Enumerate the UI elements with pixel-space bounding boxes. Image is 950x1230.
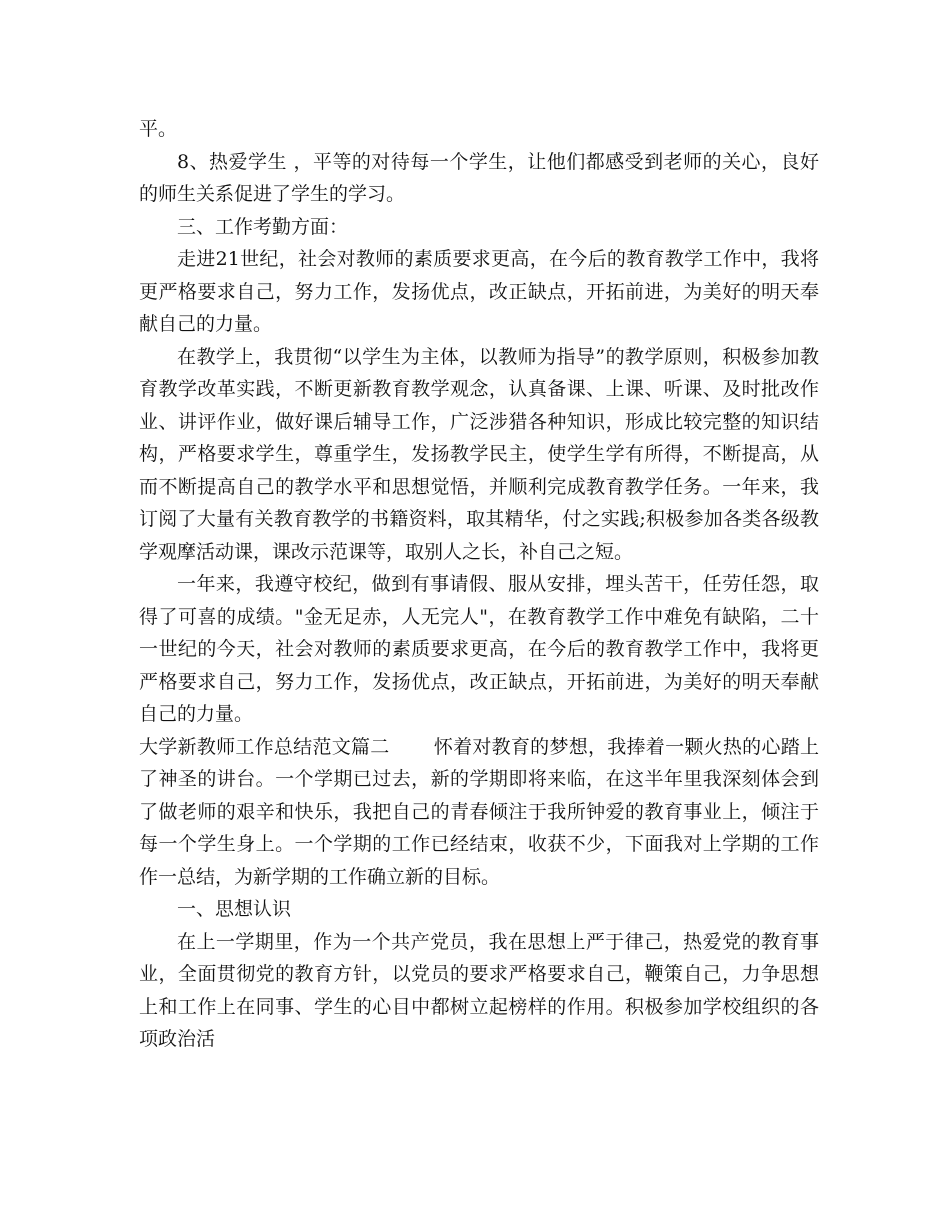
heading-attendance: 三、工作考勤方面：	[177, 215, 349, 238]
paragraph-item-8: 8、热爱学生 ，平等的对待每一个学生，让他们都感受到老师的关心，良好的师生关系促进了学生的学习。	[139, 150, 819, 205]
document-body	[139, 113, 819, 1056]
paragraph-discipline: 一年来，我遵守校纪，做到有事请假、服从安排，埋头苦干，任劳任怨，取得了可喜的成绩。"金无足赤，人无完人"，在教育教学工作中难免有缺陷，二十一世纪的今天，社会对教师的素质要求更高，在今后的教育教学工作中，我将更严格要求自己，努力工作，发扬优点，改正缺点，开拓前进，为美好的明天奉献自己的力量。	[139, 573, 819, 725]
section-two-paragraph	[139, 731, 819, 894]
heading-thought: 一、思想认识	[177, 898, 292, 920]
section-intro: 怀着对教育的梦想，我捧着一颗火热的心踏上了神圣的讲台。一个学期已过去，新的学期即将来临，在这半年里我深刻体会到了做老师的艰辛和快乐，我把自己的青春倾注于我所钟爱的教育事业上，倾注于每一个学生身上。一个学期的工作已经结束，收获不少，下面我对上学期的工作作一总结，为新学期的工作确立新的目标。	[139, 735, 819, 888]
paragraph-teaching: 在教学上，我贯彻“以学生为主体，以教师为指导”的教学原则，积极参加教育教学改革实践，不断更新教育教学观念，认真备课、上课、听课、及时批改作业、讲评作业，做好课后辅导工作，广泛涉猎各种知识，形成比较完整的知识结构，严格要求学生，尊重学生，发扬教学民主，使学生学有所得，不断提高，从而不断提高自己的教学水平和思想觉悟，并顺利完成教育教学任务。一年来，我订阅了大量有关教育教学的书籍资料，取其精华，付之实践;积极参加各类各级教学观摩活动课，课改示范课等，取别人之长，补自己之短。	[139, 345, 819, 563]
paragraph-continuation: 平。	[139, 118, 178, 140]
paragraph-party-member: 在上一学期里，作为一个共产党员，我在思想上严于律己，热爱党的教育事业，全面贯彻党的教育方针，以党员的要求严格要求自己，鞭策自己，力争思想上和工作上在同事、学生的心目中都树立起榜样的作用。积极参加学校组织的各项政治活	[139, 930, 819, 1050]
paragraph-21st-century: 走进21世纪，社会对教师的素质要求更高，在今后的教育教学工作中，我将更严格要求自己，努力工作，发扬优点，改正缺点，开拓前进，为美好的明天奉献自己的力量。	[139, 248, 819, 335]
section-title: 大学新教师工作总结范文篇二	[139, 735, 390, 758]
